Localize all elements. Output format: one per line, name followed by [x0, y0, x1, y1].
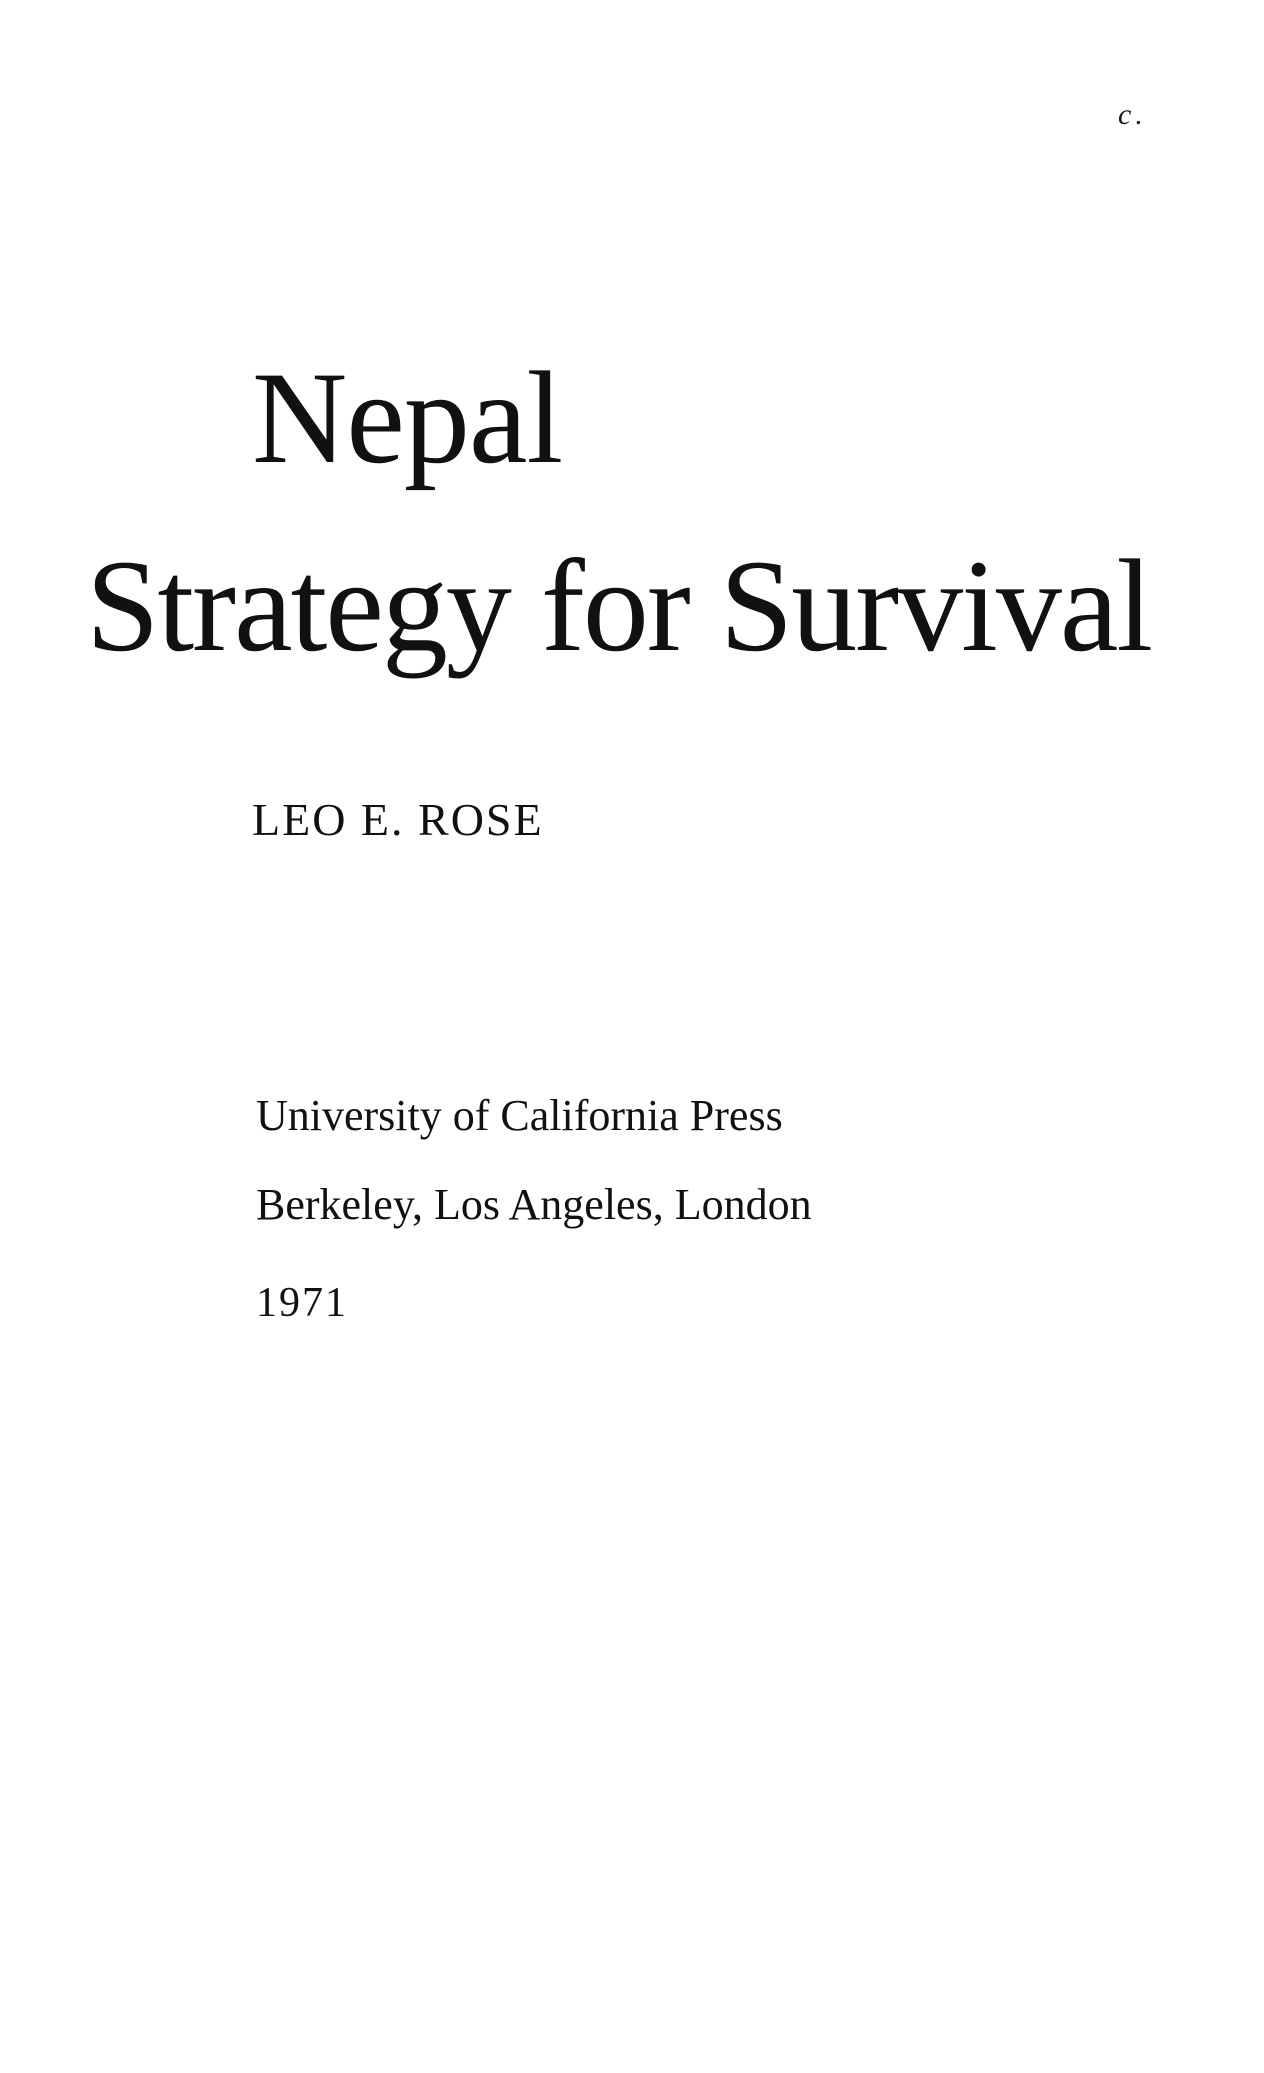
publication-year: 1971 [256, 1280, 348, 1326]
book-title-line-2: Strategy for Survival [86, 532, 1152, 679]
corner-mark: c. [1118, 98, 1147, 131]
publisher-name: University of California Press [256, 1091, 783, 1140]
book-title-line-1: Nepal [252, 344, 563, 491]
publisher-places: Berkeley, Los Angeles, London [256, 1180, 812, 1229]
author-name: LEO E. ROSE [252, 794, 544, 845]
